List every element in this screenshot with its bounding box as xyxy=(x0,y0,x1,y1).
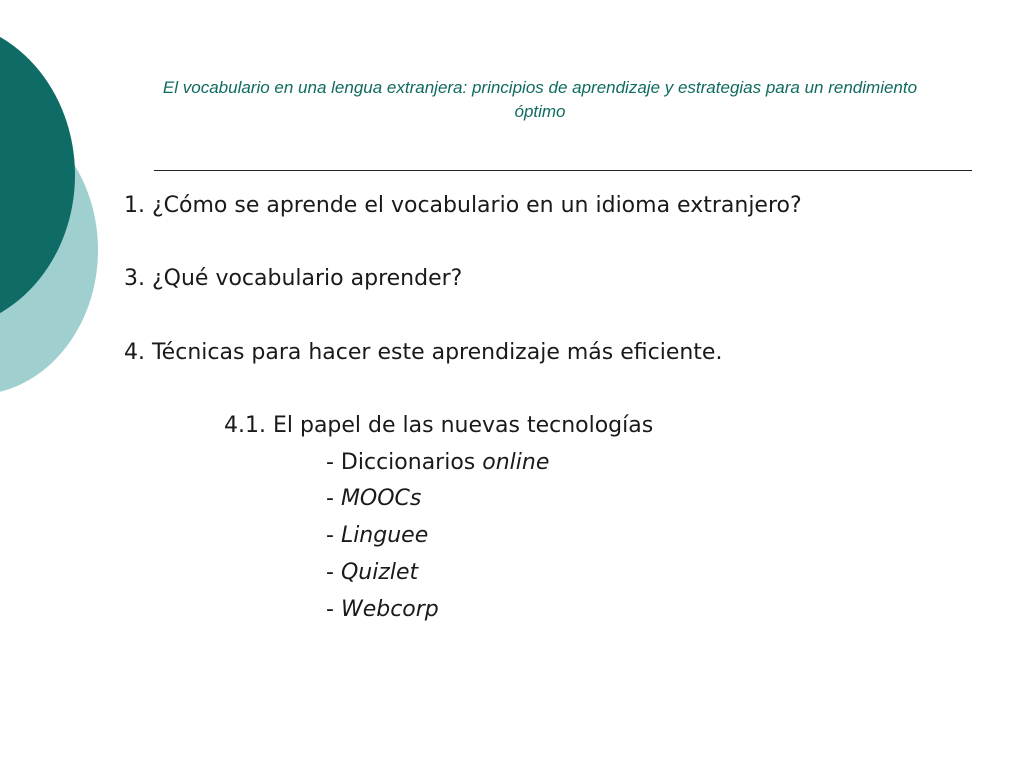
outline-item-4: 4. Técnicas para hacer este aprendizaje más eficiente. xyxy=(124,340,723,365)
subitem-quizlet xyxy=(326,559,418,587)
subitem-emphasis: online xyxy=(482,450,550,475)
subitem-moocs xyxy=(326,485,421,513)
subitem-prefix: - xyxy=(326,560,341,585)
subitem-prefix: - xyxy=(326,486,341,511)
outline-item-1: 1. ¿Cómo se aprende el vocabulario en un idioma extranjero? xyxy=(124,193,802,218)
subitem-webcorp xyxy=(326,596,439,624)
subitem-emphasis: Webcorp xyxy=(340,597,439,622)
subitem-diccionarios-online xyxy=(326,449,549,477)
title-divider xyxy=(154,170,972,171)
subitem-emphasis: Quizlet xyxy=(340,560,419,585)
subitem-emphasis: Linguee xyxy=(340,523,429,548)
outline-item-3: 3. ¿Qué vocabulario aprender? xyxy=(124,266,463,291)
outline-item-4-1: 4.1. El papel de las nuevas tecnologías xyxy=(224,413,654,438)
subitem-prefix: - Diccionarios xyxy=(326,450,483,475)
subitem-prefix: - xyxy=(326,523,341,548)
subitem-emphasis: MOOCs xyxy=(340,486,422,511)
slide-title: El vocabulario en una lengua extranjera: principios de aprendizaje y estrategias para un rendimiento óptimo xyxy=(162,78,918,121)
subitem-linguee xyxy=(326,522,428,550)
subitem-prefix: - xyxy=(326,597,341,622)
